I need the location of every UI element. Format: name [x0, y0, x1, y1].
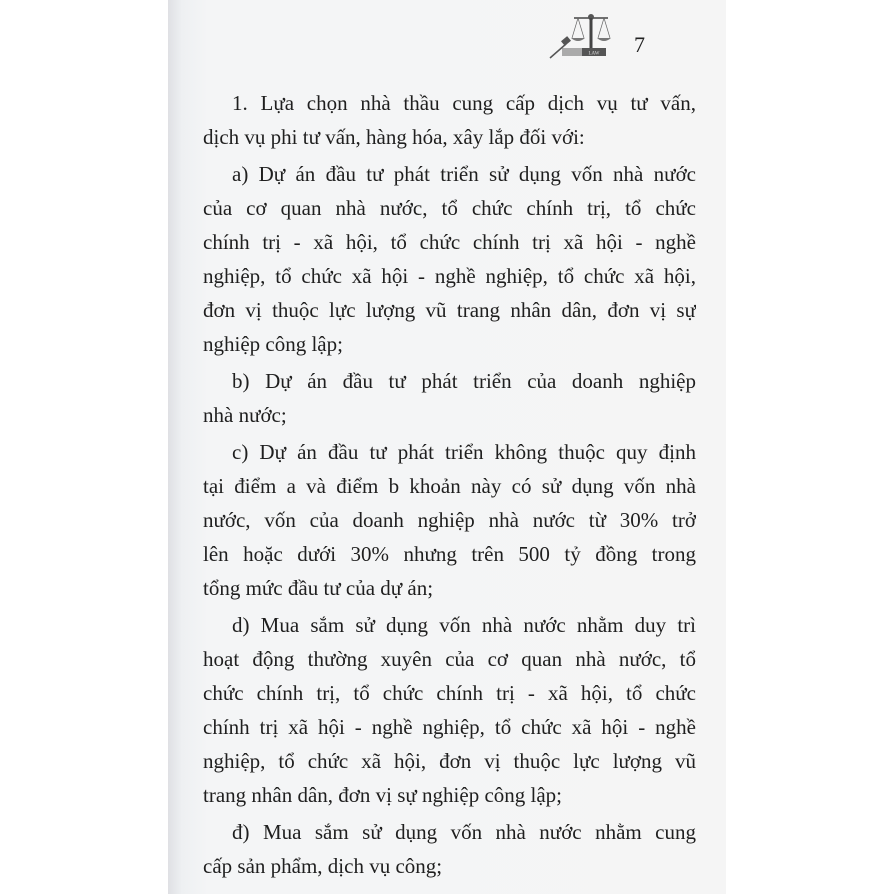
text-line: dịch vụ phi tư vấn, hàng hóa, xây lắp đối với:: [203, 125, 585, 149]
text-line: đơn vị thuộc lực lượng vũ trang nhân dân, đơn vị sự: [203, 298, 696, 322]
paragraph: [203, 86, 696, 154]
text-line: c) Dự án đầu tư phát triển không thuộc quy định: [232, 440, 696, 464]
scales-of-justice-icon: [546, 8, 626, 60]
text-line: nghiệp, tổ chức xã hội - nghề nghiệp, tổ chức xã hội,: [203, 264, 696, 288]
text-line: chính trị xã hội - nghề nghiệp, tổ chức xã hội - nghề: [203, 715, 696, 739]
text-line: nước, vốn của doanh nghiệp nhà nước từ 30% trở: [203, 508, 696, 532]
paragraph: [203, 157, 696, 361]
text-line: hoạt động thường xuyên của cơ quan nhà nước, tổ: [203, 647, 696, 671]
text-line: tổng mức đầu tư của dự án;: [203, 576, 434, 600]
text-line: b) Dự án đầu tư phát triển của doanh nghiệp: [232, 369, 696, 393]
book-page: [168, 0, 726, 894]
text-line: lên hoặc dưới 30% nhưng trên 500 tỷ đồng trong: [203, 542, 696, 566]
text-line: d) Mua sắm sử dụng vốn nhà nước nhằm duy trì: [232, 613, 696, 637]
paragraph: [203, 435, 696, 605]
text-line: nhà nước;: [203, 403, 287, 427]
text-line: trang nhân dân, đơn vị sự nghiệp công lập;: [203, 783, 562, 807]
text-line: chính trị - xã hội, tổ chức chính trị xã hội - nghề: [203, 230, 696, 254]
page-number: 7: [634, 32, 645, 57]
paragraph: [203, 815, 696, 883]
text-line: 1. Lựa chọn nhà thầu cung cấp dịch vụ tư vấn,: [232, 91, 696, 115]
text-line: tại điểm a và điểm b khoản này có sử dụng vốn nhà: [203, 474, 696, 498]
paragraph: [203, 608, 696, 812]
text-line: nghiệp, tổ chức xã hội, đơn vị thuộc lực lượng vũ: [203, 749, 696, 773]
text-line: đ) Mua sắm sử dụng vốn nhà nước nhằm cung: [232, 820, 696, 844]
text-line: nghiệp công lập;: [203, 332, 343, 356]
text-line: chức chính trị, tổ chức chính trị - xã hội, tổ chức: [203, 681, 696, 705]
page-header: [168, 0, 726, 80]
emblem-label: LAW: [588, 51, 600, 57]
text-line: của cơ quan nhà nước, tổ chức chính trị, tổ chức: [203, 196, 696, 220]
paragraph: [203, 364, 696, 432]
text-line: cấp sản phẩm, dịch vụ công;: [203, 854, 443, 878]
page-body: [203, 86, 696, 883]
text-line: a) Dự án đầu tư phát triển sử dụng vốn nhà nước: [232, 162, 696, 186]
